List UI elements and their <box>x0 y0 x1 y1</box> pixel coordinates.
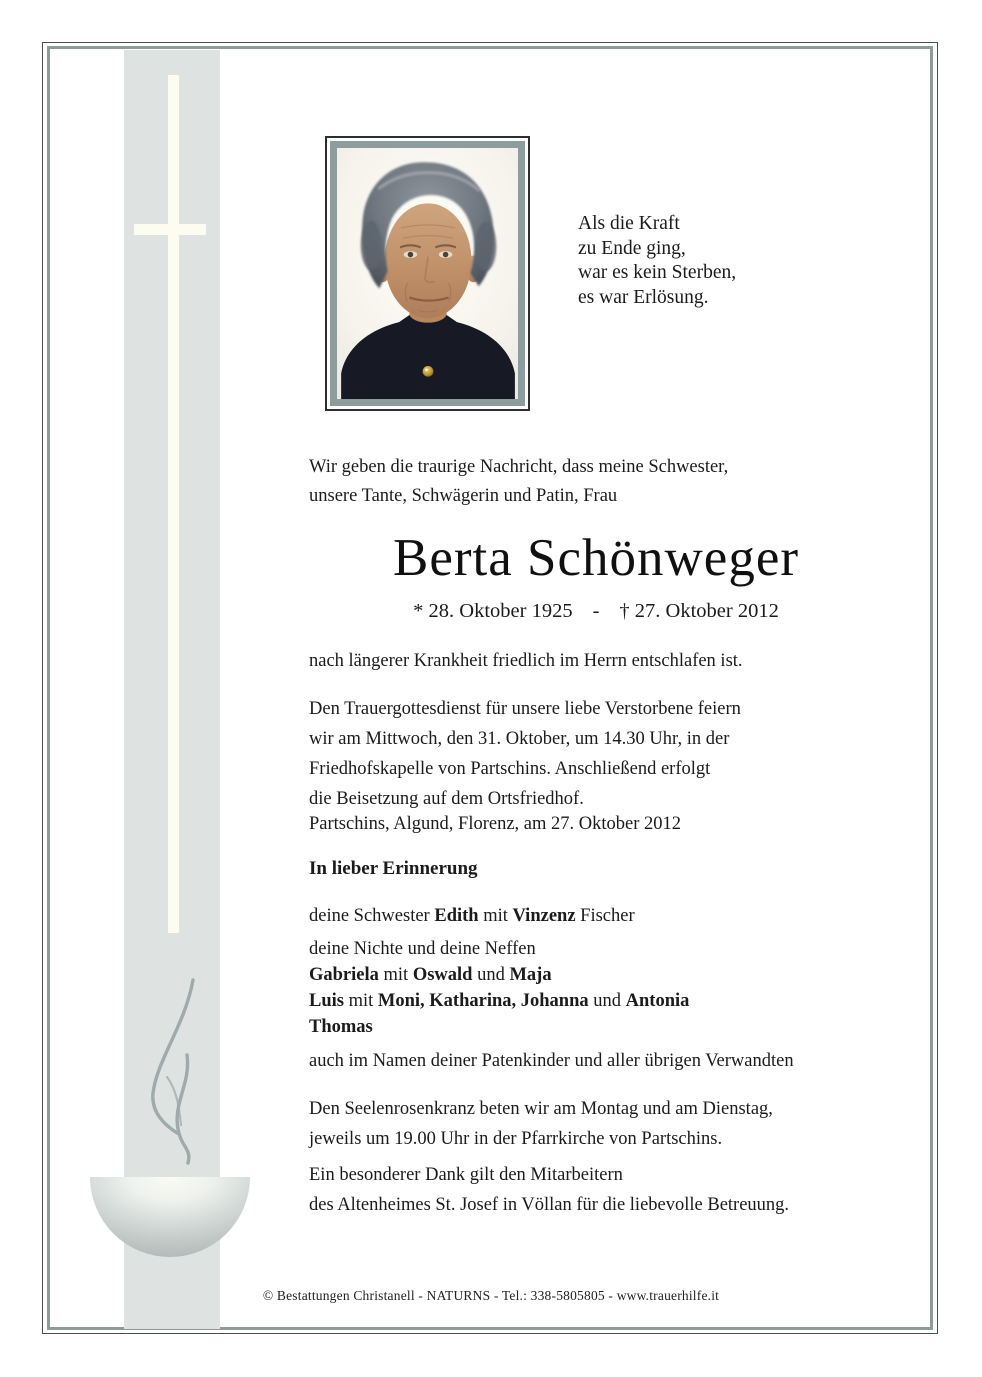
deceased-name: Berta Schönweger <box>393 529 799 587</box>
memory-heading: In lieber Erinnerung <box>309 858 478 879</box>
paragraph-passing: nach längerer Krankheit friedlich im Herrn entschlafen ist. <box>309 651 743 671</box>
funeral-home-footer: © Bestattungen Christanell - NATURNS - Tel.: 338-5805805 - www.trauerhilfe.it <box>262 1288 720 1303</box>
family-line: Gabriela mit Oswald und Maja <box>309 965 552 985</box>
candle-flame-icon <box>135 965 225 1175</box>
portrait-image <box>337 148 518 399</box>
life-dates <box>316 600 876 623</box>
paragraph-funeral-service: Den Trauergottesdienst für unsere liebe Verstorbene feiern wir am Mittwoch, den 31. Oktober, um 14.30 Uhr, in der Friedhofskapelle von Partschins. Anschließend erfolgt die Beisetzung auf dem Ortsfriedhof. <box>309 699 741 809</box>
family-sister-line: deine Schwester Edith mit Vinzenz Fischer <box>309 906 635 926</box>
places-and-date: Partschins, Algund, Florenz, am 27. Oktober 2012 <box>309 814 682 834</box>
memorial-quote: Als die Kraft zu Ende ging, war es kein Sterben, es war Erlösung. <box>578 213 737 308</box>
paragraph-thanks: Ein besonderer Dank gilt den Mitarbeitern des Altenheimes St. Josef in Völlan für die liebevolle Betreuung. <box>309 1165 790 1215</box>
paragraph-rosary: Den Seelenrosenkranz beten wir am Montag und am Dienstag, jeweils um 19.00 Uhr in der Pfarrkirche von Partschins. <box>309 1099 773 1149</box>
family-line: Luis mit Moni, Katharina, Johanna und Antonia <box>309 991 690 1011</box>
family-line: deine Nichte und deine Neffen <box>309 939 536 959</box>
death-date: † 27. Oktober 2012 <box>619 600 779 622</box>
photo-frame <box>325 136 530 411</box>
family-line: Thomas <box>309 1017 373 1037</box>
paragraph-godchildren: auch im Namen deiner Patenkinder und aller übrigen Verwandten <box>309 1051 794 1071</box>
dates-separator: - <box>592 600 600 622</box>
announcement-intro: Wir geben die traurige Nachricht, dass meine Schwester, unsere Tante, Schwägerin und Patin, Frau <box>309 457 729 506</box>
cross-icon-bar <box>134 224 206 235</box>
photo-matte <box>330 141 525 406</box>
cross-icon <box>168 75 179 933</box>
family-nieces-nephews <box>309 936 689 1040</box>
birth-date: * 28. Oktober 1925 <box>413 600 573 622</box>
